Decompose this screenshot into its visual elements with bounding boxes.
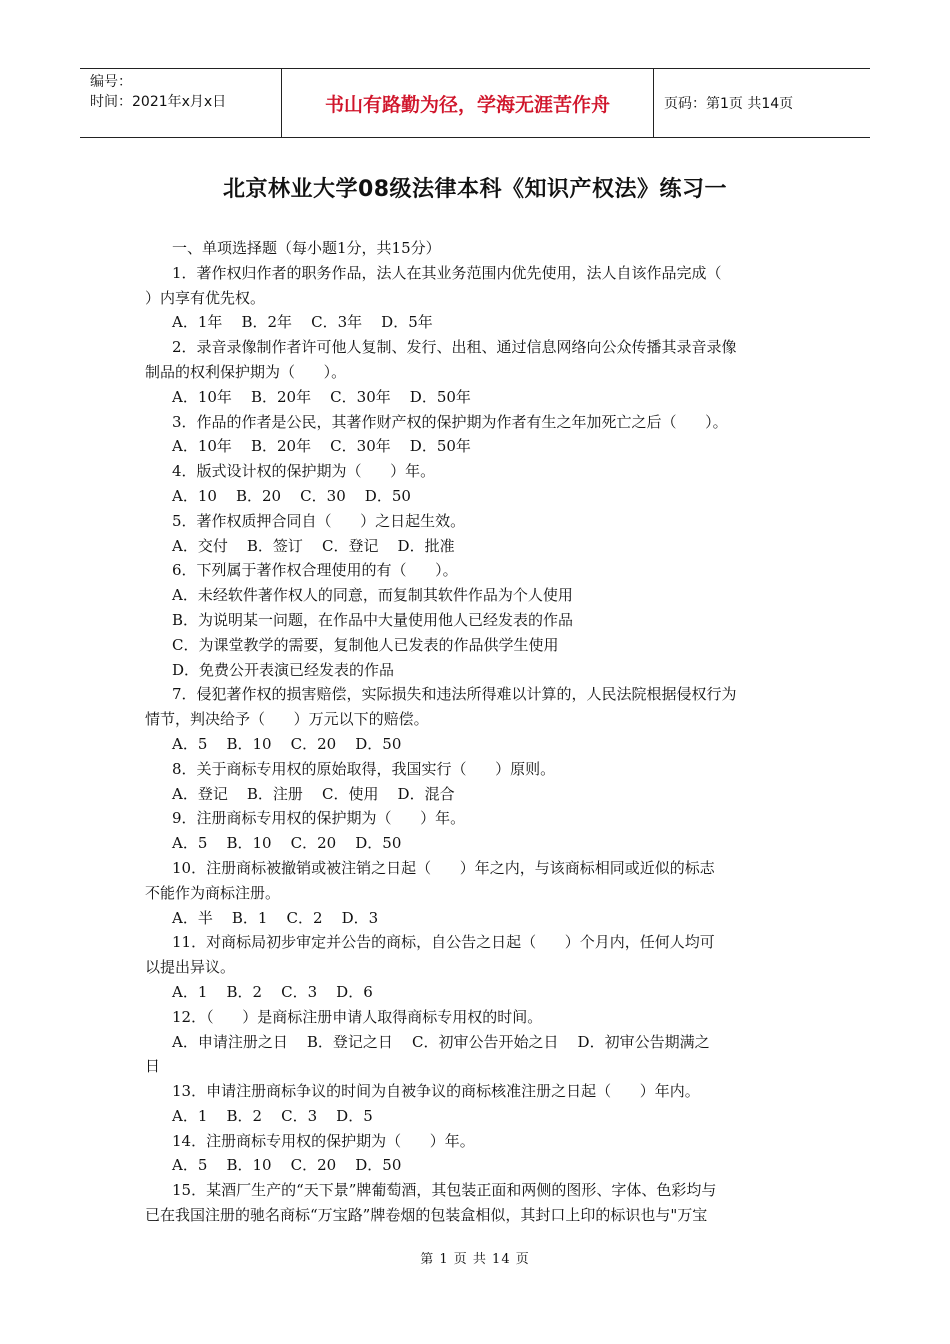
text-line: 4．版式设计权的保护期为（ ）年。 <box>172 462 436 481</box>
text-line: 1．著作权归作者的职务作品，法人在其业务范围内优先使用，法人自该作品完成（ <box>172 263 722 282</box>
text-line: B．为说明某一问题，在作品中大量使用他人已经发表的作品 <box>172 610 574 629</box>
text-line: 5．著作权质押合同自（ ）之日起生效。 <box>172 511 466 530</box>
text-line: 15．某酒厂生产的“天下景”牌葡萄酒，其包装正面和两侧的图形、字体、色彩均与 <box>172 1181 717 1200</box>
text-line: A．1 B．2 C．3 D．5 <box>172 1106 373 1125</box>
text-line: A．交付 B．签订 C．登记 D．批准 <box>172 536 455 555</box>
exercise-body <box>145 236 807 1228</box>
text-line: A．半 B．1 C．2 D．3 <box>172 908 379 927</box>
text-line: 9．注册商标专用权的保护期为（ ）年。 <box>172 809 466 828</box>
text-line: 11．对商标局初步审定并公告的商标，自公告之日起（ ）个月内，任何人均可 <box>172 933 715 952</box>
document-title: 北京林业大学08级法律本科《知识产权法》练习一 <box>222 177 728 202</box>
text-line: 日 <box>145 1057 161 1076</box>
document-header <box>80 68 870 138</box>
text-line: A．未经软件著作权人的同意，而复制其软件作品为个人使用 <box>172 586 573 605</box>
text-line: 情节，判决给予（ ）万元以下的赔偿。 <box>145 710 429 729</box>
number-label: 编号： <box>90 74 132 90</box>
text-line: 不能作为商标注册。 <box>145 883 281 902</box>
text-line: D．免费公开表演已经发表的作品 <box>172 660 395 679</box>
text-line: 7．侵犯著作权的损害赔偿，实际损失和违法所得难以计算的，人民法院根据侵权行为 <box>172 685 737 704</box>
text-line: 12．（ ）是商标注册申请人取得商标专用权的时间。 <box>172 1007 543 1026</box>
text-line: A．1 B．2 C．3 D．6 <box>172 982 373 1001</box>
text-line: 以提出异议。 <box>145 958 236 977</box>
text-line: A．5 B．10 C．20 D．50 <box>172 834 402 853</box>
text-line: ）内享有优先权。 <box>145 288 266 307</box>
text-line: A．5 B．10 C．20 D．50 <box>172 1156 402 1175</box>
text-line: A．10 B．20 C．30 D．50 <box>172 486 411 505</box>
header-motto: 书山有路勤为径，学海无涯苦作舟 <box>282 69 654 137</box>
page-footer: 第 1 页 共 14 页 <box>420 1252 530 1267</box>
text-line: A．10年 B．20年 C．30年 D．50年 <box>172 387 471 406</box>
text-line: A．登记 B．注册 C．使用 D．混合 <box>172 784 455 803</box>
text-line: 6．下列属于著作权合理使用的有（ ）。 <box>172 561 458 580</box>
text-line: A．10年 B．20年 C．30年 D．50年 <box>172 437 471 456</box>
text-line: 8．关于商标专用权的原始取得，我国实行（ ）原则。 <box>172 759 556 778</box>
text-line: 2．录音录像制作者许可他人复制、发行、出租、通过信息网络向公众传播其录音录像 <box>172 338 737 357</box>
text-line: 14．注册商标专用权的保护期为（ ）年。 <box>172 1131 475 1150</box>
text-line: 制品的权利保护期为（ ）。 <box>145 362 347 381</box>
header-meta <box>80 69 282 137</box>
header-page-info: 页码：第1页 共14页 <box>664 96 794 112</box>
text-line: A．申请注册之日 B．登记之日 C．初审公告开始之日 D．初审公告期满之 <box>172 1032 710 1051</box>
time-label: 时间：2021年x月x日 <box>90 94 227 110</box>
text-line: 10．注册商标被撤销或被注销之日起（ ）年之内，与该商标相同或近似的标志 <box>172 858 715 877</box>
text-line: C．为课堂教学的需要，复制他人已发表的作品供学生使用 <box>172 635 559 654</box>
text-line: 一、单项选择题（每小题1分，共15分） <box>172 239 441 257</box>
text-line: A．1年 B．2年 C．3年 D．5年 <box>172 313 433 332</box>
text-line: A．5 B．10 C．20 D．50 <box>172 734 402 753</box>
text-line: 已在我国注册的驰名商标“万宝路”牌卷烟的包装盒相似，其封口上印的标识也与"万宝 <box>145 1206 708 1225</box>
text-line: 13．申请注册商标争议的时间为自被争议的商标核准注册之日起（ ）年内。 <box>172 1082 700 1101</box>
text-line: 3．作品的作者是公民，其著作财产权的保护期为作者有生之年加死亡之后（ ）。 <box>172 412 728 431</box>
